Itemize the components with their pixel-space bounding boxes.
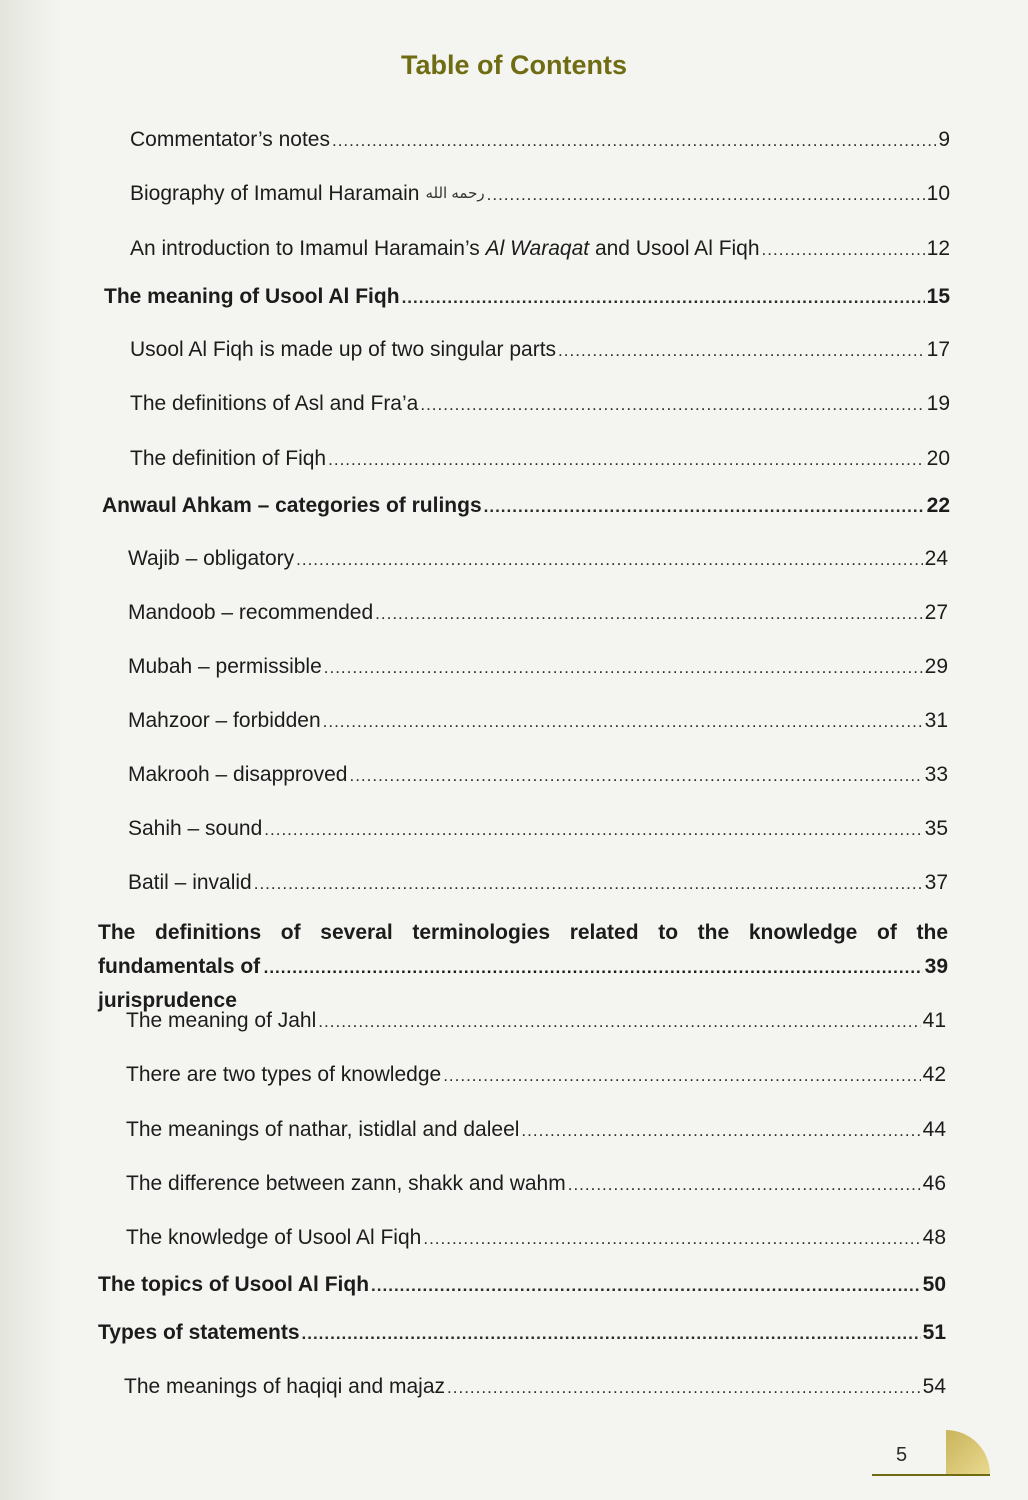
toc-entry-page: 22 <box>926 494 950 517</box>
toc-entry[interactable] <box>126 1062 946 1089</box>
toc-entry-label: The definition of Fiqh <box>130 447 327 470</box>
footer-rule <box>872 1474 990 1476</box>
leader-dots <box>302 1321 921 1347</box>
toc-entry[interactable] <box>130 337 950 364</box>
leader-dots <box>264 951 923 985</box>
toc-entry[interactable] <box>130 236 950 263</box>
toc-entry-page: 50 <box>922 1273 946 1296</box>
leader-dots <box>487 182 925 208</box>
toc-entry-page: 20 <box>926 447 950 470</box>
toc-entry-page: 35 <box>924 817 948 840</box>
toc-entry-page: 48 <box>922 1226 946 1249</box>
toc-entry[interactable] <box>130 181 950 208</box>
leader-dots <box>447 1375 921 1401</box>
leader-dots <box>332 128 936 154</box>
toc-entry[interactable] <box>128 762 948 789</box>
toc-entry-page: 19 <box>926 392 950 415</box>
toc-entry-page: 10 <box>926 182 950 205</box>
toc-entry-label: Makrooh – disapproved <box>128 763 348 786</box>
leader-dots <box>264 817 922 843</box>
toc-entry-label: Anwaul Ahkam – categories of rulings <box>102 494 482 517</box>
toc-entry-label: Usool Al Fiqh is made up of two singular parts <box>130 338 557 361</box>
toc-entry-label: Types of statements <box>98 1321 300 1344</box>
toc-entry-page: 31 <box>924 709 948 732</box>
toc-entry-label: The definitions of Asl and Fra’a <box>130 392 419 415</box>
toc-entry[interactable] <box>128 708 948 735</box>
leader-dots <box>375 601 922 627</box>
toc-chapter-entry[interactable] <box>102 493 950 520</box>
toc-entry-page: 41 <box>922 1009 946 1032</box>
toc-entry-page: 9 <box>938 128 950 151</box>
leader-dots <box>323 709 923 735</box>
honorific-glyph: رحمه الله <box>425 185 485 202</box>
leader-dots <box>521 1118 920 1144</box>
book-title: Al Waraqat <box>485 237 590 260</box>
leader-dots <box>371 1273 921 1299</box>
toc-entry-page: 17 <box>926 338 950 361</box>
leader-dots <box>423 1226 920 1252</box>
leader-dots <box>328 447 925 473</box>
toc-entry-label: The meanings of nathar, istidlal and daleel <box>126 1118 520 1141</box>
toc-entry-label: Biography of Imamul Haramain رحمه الله <box>130 182 485 205</box>
toc-entry-page: 12 <box>926 237 950 260</box>
toc-entry-page: 15 <box>926 285 950 308</box>
toc-entry-page: 39 <box>924 955 948 978</box>
toc-entry-label: Mubah – permissible <box>128 655 322 678</box>
toc-entry[interactable] <box>128 816 948 843</box>
toc-entry-page: 44 <box>922 1118 946 1141</box>
toc-chapter-entry[interactable] <box>98 916 948 1018</box>
leader-dots <box>296 547 923 573</box>
toc-entry-page: 27 <box>924 601 948 624</box>
toc-entry-label: Batil – invalid <box>128 871 252 894</box>
toc-entry-label: Mahzoor – forbidden <box>128 709 321 732</box>
toc-entry[interactable] <box>126 1225 946 1252</box>
toc-entry-label: The difference between zann, shakk and wahm <box>126 1172 566 1195</box>
toc-entry-page: 54 <box>922 1375 946 1398</box>
toc-entry[interactable] <box>128 600 948 627</box>
toc-entry-page: 29 <box>924 655 948 678</box>
toc-entry-label-line: The definitions of several terminologies related to the knowledge of the <box>98 921 948 944</box>
leader-dots <box>443 1063 920 1089</box>
toc-entry-label: The topics of Usool Al Fiqh <box>98 1273 370 1296</box>
toc-entry-label: The knowledge of Usool Al Fiqh <box>126 1226 422 1249</box>
toc-entry-label: Commentator’s notes <box>130 128 330 151</box>
leader-dots <box>402 285 925 311</box>
toc-entry-label: Sahih – sound <box>128 817 263 840</box>
toc-entry-page: 46 <box>922 1172 946 1195</box>
toc-entry-label: Mandoob – recommended <box>128 601 374 624</box>
toc-entry-label: The meaning of Usool Al Fiqh <box>104 285 400 308</box>
leader-dots <box>558 338 925 364</box>
toc-entry-page: 42 <box>922 1063 946 1086</box>
leader-dots <box>484 494 925 520</box>
toc-chapter-entry[interactable] <box>104 284 950 311</box>
toc-entry-label: fundamentals of jurisprudence <box>98 955 261 1012</box>
leader-dots <box>318 1009 920 1035</box>
toc-entry[interactable] <box>126 1171 946 1198</box>
page-title: Table of Contents <box>401 50 627 80</box>
page-number: 5 <box>896 1444 908 1466</box>
leader-dots <box>420 392 924 418</box>
leader-dots <box>568 1172 921 1198</box>
leader-dots <box>349 763 922 789</box>
toc-entry-label: There are two types of knowledge <box>126 1063 442 1086</box>
toc-entry-label: The meanings of haqiqi and majaz <box>124 1375 446 1398</box>
toc-entry-label: An introduction to Imamul Haramain’s Al Waraqat and Usool Al Fiqh <box>130 237 760 260</box>
toc-entry[interactable] <box>124 1374 946 1401</box>
toc-entry-label: The meaning of Jahl <box>126 1009 317 1032</box>
leader-dots <box>254 871 923 897</box>
toc-entry[interactable] <box>130 391 950 418</box>
toc-entry[interactable] <box>128 870 948 897</box>
toc-chapter-entry[interactable] <box>98 1320 946 1347</box>
toc-entry-page: 37 <box>924 871 948 894</box>
leader-dots <box>324 655 923 681</box>
toc-entry[interactable] <box>128 546 948 573</box>
toc-entry-page: 24 <box>924 547 948 570</box>
toc-entry-page: 33 <box>924 763 948 786</box>
toc-entry-label: Wajib – obligatory <box>128 547 295 570</box>
toc-chapter-entry[interactable] <box>98 1272 946 1299</box>
toc-entry[interactable] <box>130 127 950 154</box>
toc-entry[interactable] <box>126 1008 946 1035</box>
leader-dots <box>762 237 925 263</box>
toc-entry[interactable] <box>128 654 948 681</box>
toc-entry[interactable] <box>126 1117 946 1144</box>
toc-entry-page: 51 <box>922 1321 946 1344</box>
toc-entry[interactable] <box>130 446 950 473</box>
